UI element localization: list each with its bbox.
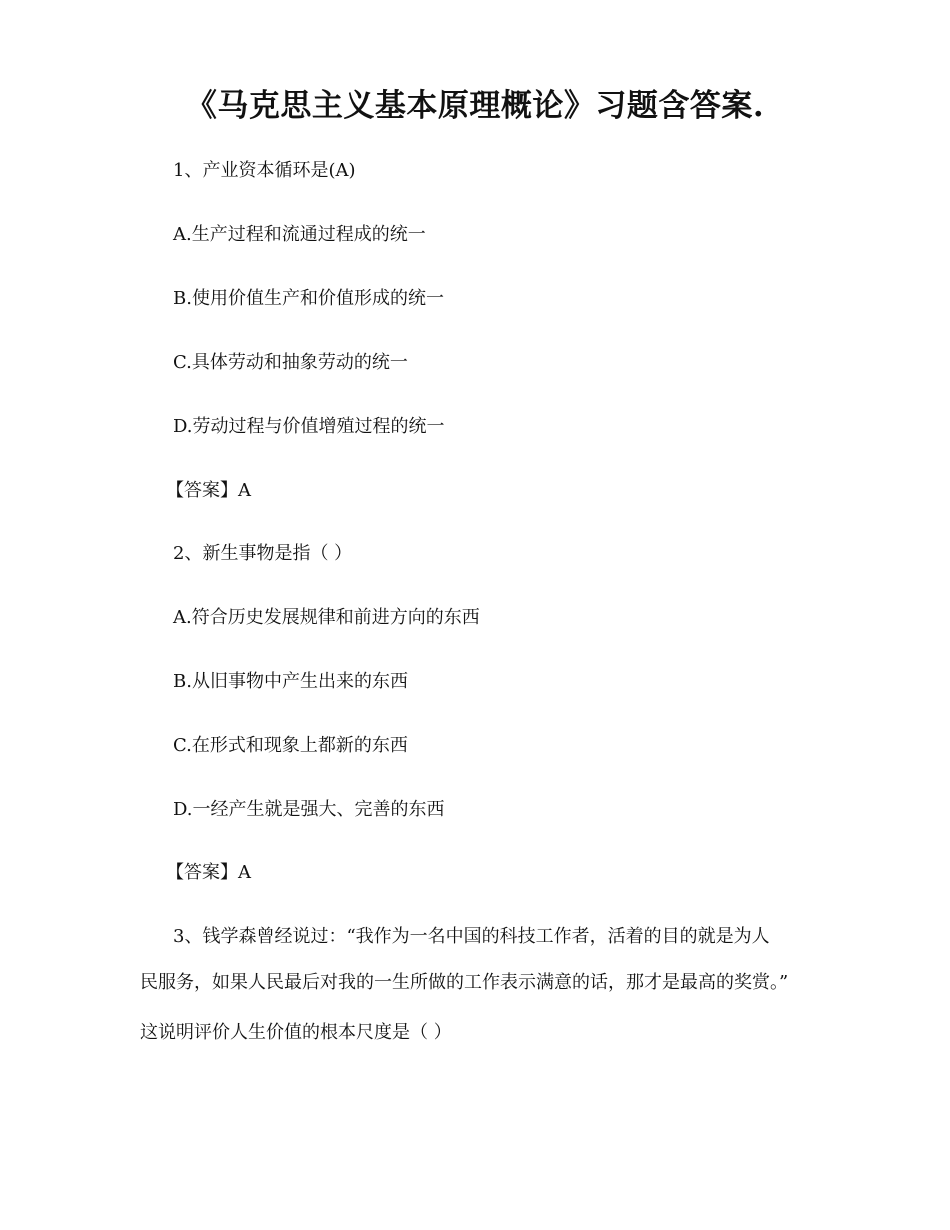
question-3-line-1: 3、钱学森曾经说过：“我作为一名中国的科技工作者，活着的目的就是为人 — [173, 926, 770, 947]
question-2-option-a: A.符合历史发展规律和前进方向的东西 — [173, 607, 480, 628]
question-2-option-c: C.在形式和现象上都新的东西 — [173, 735, 408, 756]
question-3-line-2: 民服务，如果人民最后对我的一生所做的工作表示满意的话，那才是最高的奖赏。” — [140, 972, 789, 993]
question-2-stem: 2、新生事物是指（ ） — [173, 543, 353, 564]
question-1-option-c: C.具体劳动和抽象劳动的统一 — [173, 352, 408, 373]
question-1-stem: 1、产业资本循环是(A) — [173, 160, 356, 181]
question-1-answer: 【答案】A — [166, 480, 251, 501]
question-2-answer: 【答案】A — [166, 862, 251, 883]
question-2-option-d: D.一经产生就是强大、完善的东西 — [173, 799, 445, 820]
question-1-option-a: A.生产过程和流通过程成的统一 — [173, 224, 426, 245]
question-3-line-3: 这说明评价人生价值的根本尺度是（ ） — [140, 1022, 452, 1043]
question-1-option-b: B.使用价值生产和价值形成的统一 — [173, 288, 444, 309]
question-2-option-b: B.从旧事物中产生出来的东西 — [173, 671, 408, 692]
question-1-option-d: D.劳动过程与价值增殖过程的统一 — [173, 416, 445, 437]
document-title: 《马克思主义基本原理概论》习题含答案. — [185, 88, 765, 124]
